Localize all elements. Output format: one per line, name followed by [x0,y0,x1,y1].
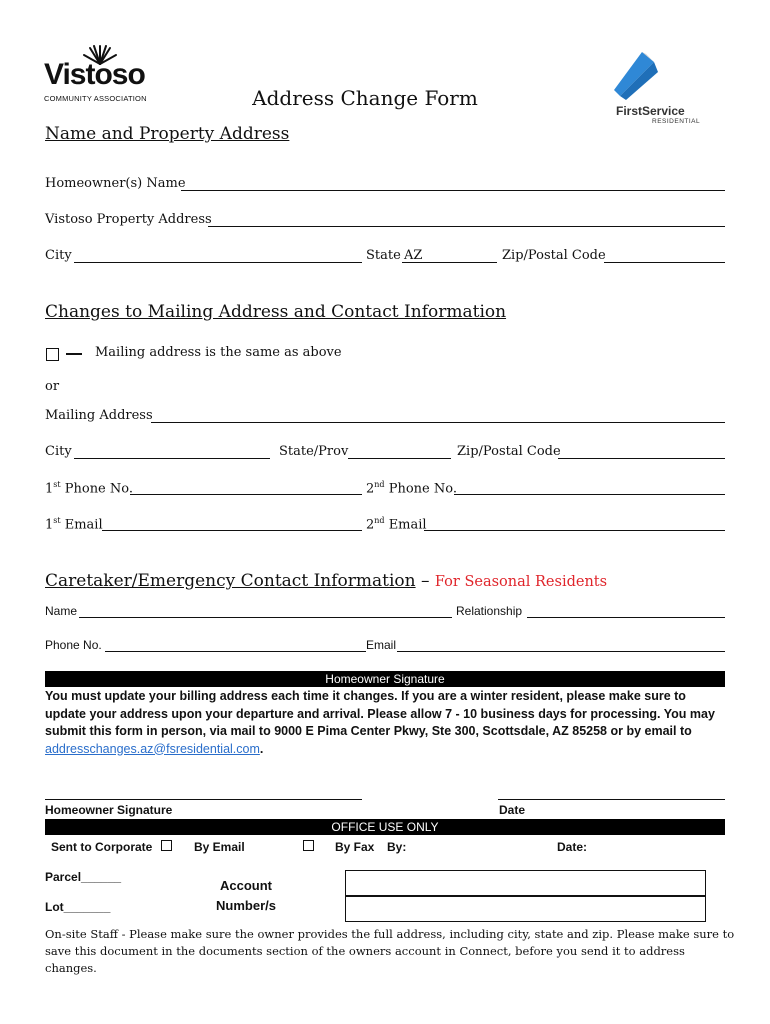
mailing-zip-label: Zip/Postal Code [457,444,561,459]
same-address-label: Mailing address is the same as above [95,345,342,360]
form-title: Address Change Form [252,86,478,110]
logo-wordmark: FirstService [616,104,685,118]
mailing-address-field[interactable] [151,422,725,423]
sent-to-corporate-label: Sent to Corporate [51,840,153,854]
date-label: Date [499,803,526,817]
mailing-address-label: Mailing Address [45,408,153,423]
section-heading-mailing: Changes to Mailing Address and Contact Information [45,302,507,322]
date-field[interactable] [498,799,725,800]
state-field[interactable] [402,262,497,263]
mailing-state-field[interactable] [348,458,451,459]
zip-label: Zip/Postal Code [502,248,606,263]
logo-subtitle: RESIDENTIAL [652,118,701,125]
email-link[interactable]: addresschanges.az@fsresidential.com [45,741,260,756]
phone1-label: 1st Phone No. [45,480,133,497]
account-number-box-1[interactable] [345,870,706,896]
relationship-label: Relationship [456,604,523,618]
mailing-zip-field[interactable] [558,458,725,459]
caretaker-email-field[interactable] [397,651,725,652]
caretaker-name-label: Name [45,604,78,618]
email1-field[interactable] [102,530,362,531]
relationship-field[interactable] [527,617,725,618]
email1-label: 1st Email [45,516,103,533]
caretaker-name-field[interactable] [79,617,452,618]
signature-label: Homeowner Signature [45,803,173,817]
caretaker-phone-field[interactable] [105,651,366,652]
mailing-city-field[interactable] [74,458,270,459]
homeowner-name-field[interactable] [181,190,725,191]
phone1-field[interactable] [130,494,362,495]
phone2-label: 2nd Phone No. [366,480,457,497]
by-email-label: By Email [194,840,245,854]
footer-note: On-site Staff - Please make sure the owner provides the full address, including city, state and zip. Please make sure to save this document in the documents section of the owners account in Connect, before you send it to address changes. [45,927,735,975]
by-fax-checkbox[interactable] [303,840,314,851]
logo-subtitle: COMMUNITY ASSOCIATION [44,94,147,103]
property-address-label: Vistoso Property Address [45,212,212,227]
email2-field[interactable] [424,530,725,531]
email2-label: 2nd Email [366,516,427,533]
lot-field[interactable]: Lot_______ [45,900,111,914]
phone2-field[interactable] [454,494,725,495]
sent-corporate-checkbox[interactable] [161,840,172,851]
signature-field[interactable] [45,799,362,800]
account-number-box-2[interactable] [345,896,706,922]
city-field[interactable] [74,262,362,263]
homeowner-name-label: Homeowner(s) Name [45,176,186,191]
account-number-label: Account Number/s [216,878,276,913]
mailing-city-label: City [45,444,72,459]
section-heading-caretaker: Caretaker/Emergency Contact Information – For Seasonal Residents [45,571,608,591]
city-label: City [45,248,72,263]
same-address-checkbox[interactable] [46,348,59,361]
instructions-paragraph: You must update your billing address each time it changes. If you are a winter resident, please make sure to update your address upon your departure and arrival. Please allow 7 - 10 business days for processing. You may submit this form in person, via mail to 9000 E Pima Center Pkwy, Ste 300, Scottsdale, AZ 85258 or by email to addresschanges.az@fsresidential.com. [45,689,715,756]
by-label: By: [387,840,407,854]
state-label: State [366,248,401,263]
office-use-bar: OFFICE USE ONLY [45,819,725,835]
by-fax-label: By Fax [335,840,375,854]
property-address-field[interactable] [208,226,725,227]
homeowner-signature-bar: Homeowner Signature [45,671,725,687]
caretaker-email-label: Email [366,638,397,652]
logo-wordmark: Vistoso [44,58,145,91]
parcel-field[interactable]: Parcel______ [45,870,122,884]
section-heading-name-property: Name and Property Address [45,124,290,144]
dash-mark [66,353,82,355]
or-label: or [45,379,60,394]
caretaker-phone-label: Phone No. [45,638,102,652]
state-value: AZ [404,248,423,263]
zip-field[interactable] [604,262,725,263]
office-date-label: Date: [557,840,588,854]
mailing-state-label: State/Prov [279,444,349,459]
